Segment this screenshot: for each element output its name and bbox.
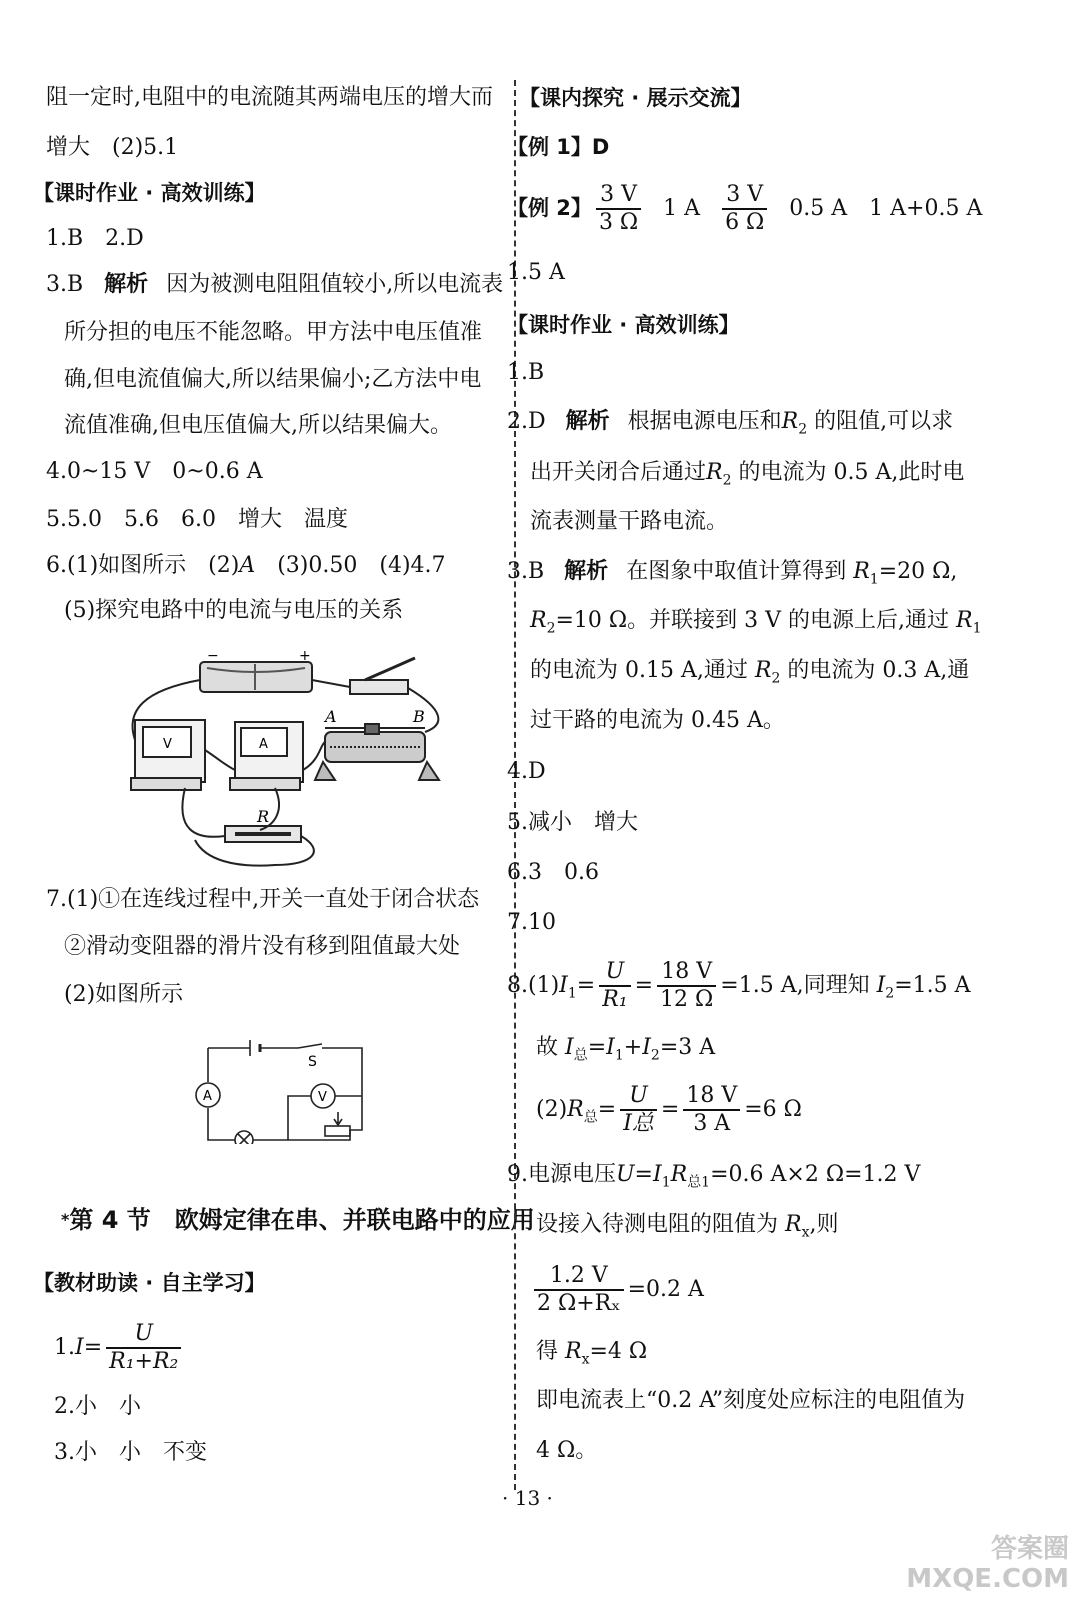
- text-line: 确,但电流值偏大,所以结果偏小;乙方法中电: [64, 367, 482, 392]
- formula-line: $8.(1)I_1=$ $\frac{U}{\text{R₁}}$ = $\frac{18 V}{12 \Omega}$ =1.5 A,同理知 $I_2=1.5$ A: [507, 959, 971, 1012]
- text-line: 得 $R_x=4$ Ω: [536, 1339, 648, 1368]
- formula-line: $\frac{1.2 V}{\text{2 Ω+Rₓ}}$ =0.2 A: [530, 1262, 704, 1318]
- text-line: (5)探究电路中的电流与电压的关系: [64, 598, 404, 623]
- answer-line: 5.减小 增大: [507, 810, 638, 835]
- fraction: $\frac{3 V}{6 \Omega}$: [722, 182, 767, 236]
- rheostat-rect: [325, 1126, 350, 1136]
- fraction: $\frac{U}{\text{I总}}$: [620, 1083, 657, 1137]
- switch-base: [350, 680, 408, 694]
- section-heading: 【教材助读 · 自主学习】: [33, 1271, 266, 1295]
- formula-line: $(2)R_总=$ $\frac{U}{\text{I总}}$ = $\frac{18 V}{3 A}$ =6 Ω: [536, 1083, 802, 1136]
- battery-plus-label: +: [299, 650, 311, 664]
- text-line: ②滑动变阻器的滑片没有移到阻值最大处: [64, 934, 461, 959]
- switch-label: S: [308, 1054, 317, 1070]
- answer-line: 1.B 2.D: [46, 226, 144, 251]
- text-line: 出开关闭合后通过$R_2$ 的电流为 0.5 A,此时电: [530, 460, 965, 489]
- text-line: 4 Ω。: [536, 1438, 598, 1463]
- text-line: 流值准确,但电压值偏大,所以结果偏大。: [64, 413, 452, 438]
- answer-line: 4.0~15 V 0~0.6 A: [46, 459, 263, 484]
- circuit-photo-figure: [125, 650, 460, 875]
- point-a-label: A: [325, 707, 337, 726]
- answer-line: 7.(1)①在连线过程中,开关一直处于闭合状态: [46, 887, 480, 912]
- answer-line: 5.5.0 5.6 6.0 增大 温度: [46, 507, 348, 532]
- answer-line: 6.(1)如图所示 (2)A (3)0.50 (4)4.7: [46, 553, 446, 578]
- ammeter-label: A: [259, 737, 268, 752]
- switch-lever: [365, 658, 415, 680]
- watermark: 答案圈 MXQE.COM: [906, 1534, 1069, 1594]
- fraction: $\frac{U}{\text{R₁}}$: [599, 959, 630, 1013]
- analysis-tag: 解析: [564, 559, 609, 584]
- text-line: 阻一定时,电阻中的电流随其两端电压的增大而: [46, 85, 493, 110]
- point-b-label: B: [413, 707, 425, 726]
- answer-line: 4.D: [507, 759, 546, 784]
- answer-line: 3.B 解析 因为被测电阻阻值较小,所以电流表: [46, 272, 504, 297]
- section-heading: 【课时作业 · 高效训练】: [507, 313, 740, 337]
- answer-line: 3.B 解析 在图象中取值计算得到 $R_1=20$ Ω,: [507, 559, 958, 588]
- formula-line: 故 $I_总=I_1+I_2=3$ A: [536, 1035, 716, 1064]
- section-title: *第 4 节 欧姆定律在串、并联电路中的应用: [61, 1206, 535, 1234]
- voltmeter-label: V: [163, 737, 172, 752]
- example-line: 【例 1】D: [507, 135, 610, 159]
- fraction: $\frac{1.2 V}{\text{2 Ω+Rₓ}}$: [534, 1263, 624, 1317]
- text-line: (2)如图所示: [64, 982, 184, 1007]
- text-line: 的电流为 0.15 A,通过 $R_2$ 的电流为 0.3 A,通: [530, 658, 970, 687]
- section-heading: 【课时作业 · 高效训练】: [33, 181, 266, 205]
- text-line: 流表测量干路电流。: [530, 509, 729, 534]
- ammeter-symbol-label: A: [203, 1089, 212, 1104]
- answer-line: 6.3 0.6: [507, 860, 599, 885]
- text-line: 1.5 A: [507, 260, 565, 285]
- text-line: 过干路的电流为 0.45 A。: [530, 708, 785, 733]
- text-line: 即电流表上“0.2 A”刻度处应标注的电阻值为: [536, 1388, 966, 1413]
- analysis-tag: 解析: [104, 272, 149, 297]
- fraction: $\frac{18 V}{3 A}$: [683, 1083, 740, 1137]
- section-heading: 【课内探究 · 展示交流】: [519, 86, 752, 110]
- text-line: 所分担的电压不能忽略。甲方法中电压值准: [64, 320, 483, 345]
- text-line: 增大 (2)5.1: [46, 135, 179, 160]
- resistor-label: R: [257, 807, 270, 826]
- lamp-circle: [235, 1131, 253, 1144]
- voltmeter-symbol-label: V: [318, 1090, 327, 1105]
- example-line: 【例 2】 $\frac{3 V}{3 \Omega}$ 1 A $\frac{3 V}{6 \Omega}$ 0.5 A 1 A+0.5 A: [507, 182, 983, 235]
- fraction: $\frac{18 V}{12 \Omega}$: [657, 959, 716, 1013]
- formula-line: 1.I= $\frac{U}{\text{R₁+R₂}}$: [54, 1320, 185, 1376]
- answer-line: 2.小 小: [54, 1394, 141, 1419]
- answer-line: 9.电源电压$U=I_1R_{总1}=0.6$ A×2 Ω=1.2 V: [507, 1162, 921, 1191]
- analysis-tag: 解析: [565, 409, 610, 434]
- fraction: $\frac{3 V}{3 \Omega}$: [596, 182, 641, 236]
- text-line: 设接入待测电阻的阻值为 $R_x$,则: [536, 1212, 839, 1241]
- page-number: · 13 ·: [502, 1486, 553, 1510]
- answer-line: 3.小 小 不变: [54, 1440, 207, 1465]
- text-line: $R_2=10$ Ω。并联接到 3 V 的电源上后,通过 $R_1$: [530, 608, 982, 637]
- answer-line: 7.10: [507, 910, 556, 935]
- battery-minus-label: −: [207, 650, 219, 664]
- circuit-diagram-figure: [190, 1034, 380, 1144]
- answer-line: 2.D 解析 根据电源电压和$R_2$ 的阻值,可以求: [507, 409, 954, 438]
- fraction: $\frac{U}{\text{R₁+R₂}}$: [106, 1321, 181, 1375]
- answer-line: 1.B: [507, 360, 545, 385]
